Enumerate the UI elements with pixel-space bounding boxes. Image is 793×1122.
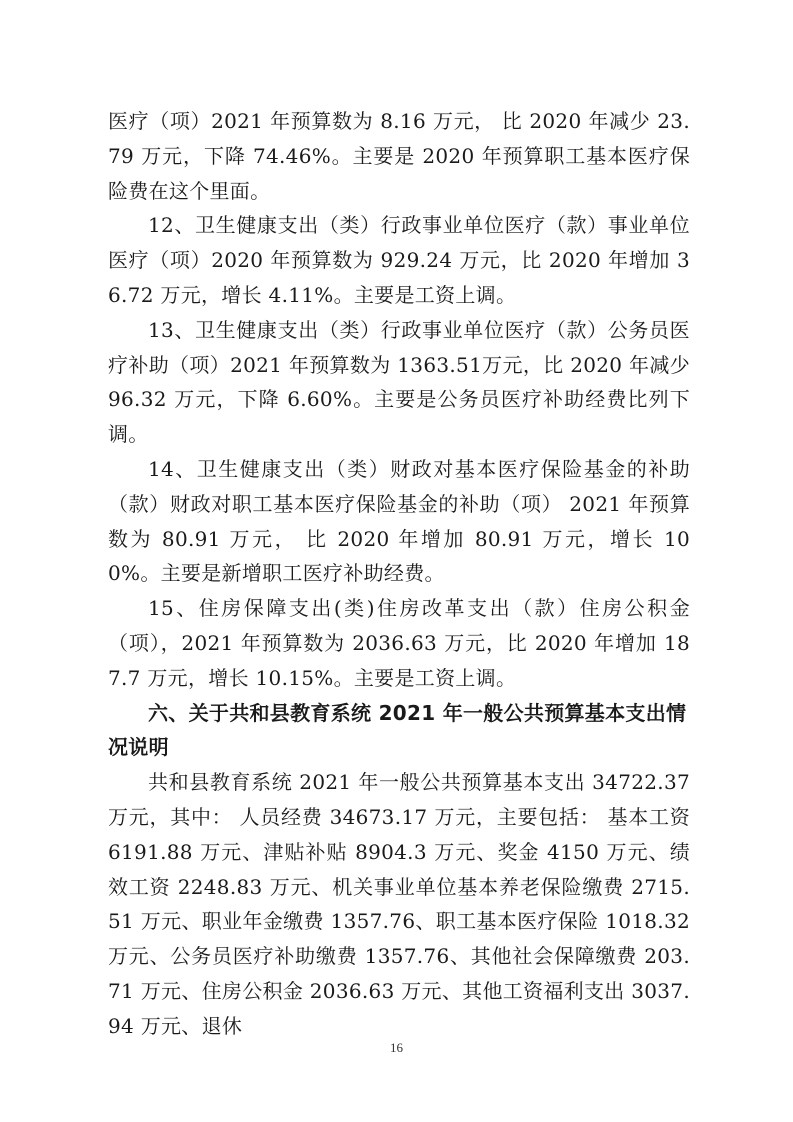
paragraph-item-14: 14、卫生健康支出（类）财政对基本医疗保险基金的补助（款）财政对职工基本医疗保险基金的补助（项） 2021 年预算数为 80.91 万元， 比 2020 年增加 80.91 万元，增长 100%。主要是新增职工医疗补助经费。 <box>108 456 690 586</box>
document-body <box>108 104 690 1044</box>
paragraph-item-12: 12、卫生健康支出（类）行政事业单位医疗（款）事业单位医疗（项）2020 年预算数为 929.24 万元，比 2020 年增加 36.72 万元，增长 4.11%。主要是工资上调。 <box>108 213 690 307</box>
paragraph-item-15: 15、住房保障支出(类)住房改革支出（款）住房公积金（项），2021 年预算数为 2036.63 万元，比 2020 年增加 187.7 万元，增长 10.15%。主要是工资上调。 <box>108 596 690 690</box>
paragraph-medical-item: 医疗（项）2021 年预算数为 8.16 万元， 比 2020 年减少 23.79 万元，下降 74.46%。主要是 2020 年预算职工基本医疗保险费在这个里面。 <box>108 109 690 203</box>
page-number: 16 <box>390 1040 403 1055</box>
section-heading-six: 六、关于共和县教育系统 2021 年一般公共预算基本支出情况说明 <box>108 700 687 760</box>
paragraph-item-13: 13、卫生健康支出（类）行政事业单位医疗（款）公务员医疗补助（项）2021 年预算数为 1363.51万元，比 2020 年减少 96.32 万元，下降 6.60%。主要是公务员医疗补助经费比列下调。 <box>108 317 690 447</box>
paragraph-basic-expenditure: 共和县教育系统 2021 年一般公共预算基本支出 34722.37 万元，其中： 人员经费 34673.17 万元，主要包括： 基本工资 6191.88 万元、津贴补贴 8904.3 万元、奖金 4150 万元、绩效工资 2248.83 万元、机关事业单位基本养老保险缴费 2715.51 万元、职业年金缴费 1357.76、职工基本医疗保险 1018.32 万元、公务员医疗补助缴费 1357.76、其他社会保障缴费 203.71 万元、住房公积金 2036.63 万元、其他工资福利支出 3037.94 万元、退休 <box>108 770 690 1038</box>
